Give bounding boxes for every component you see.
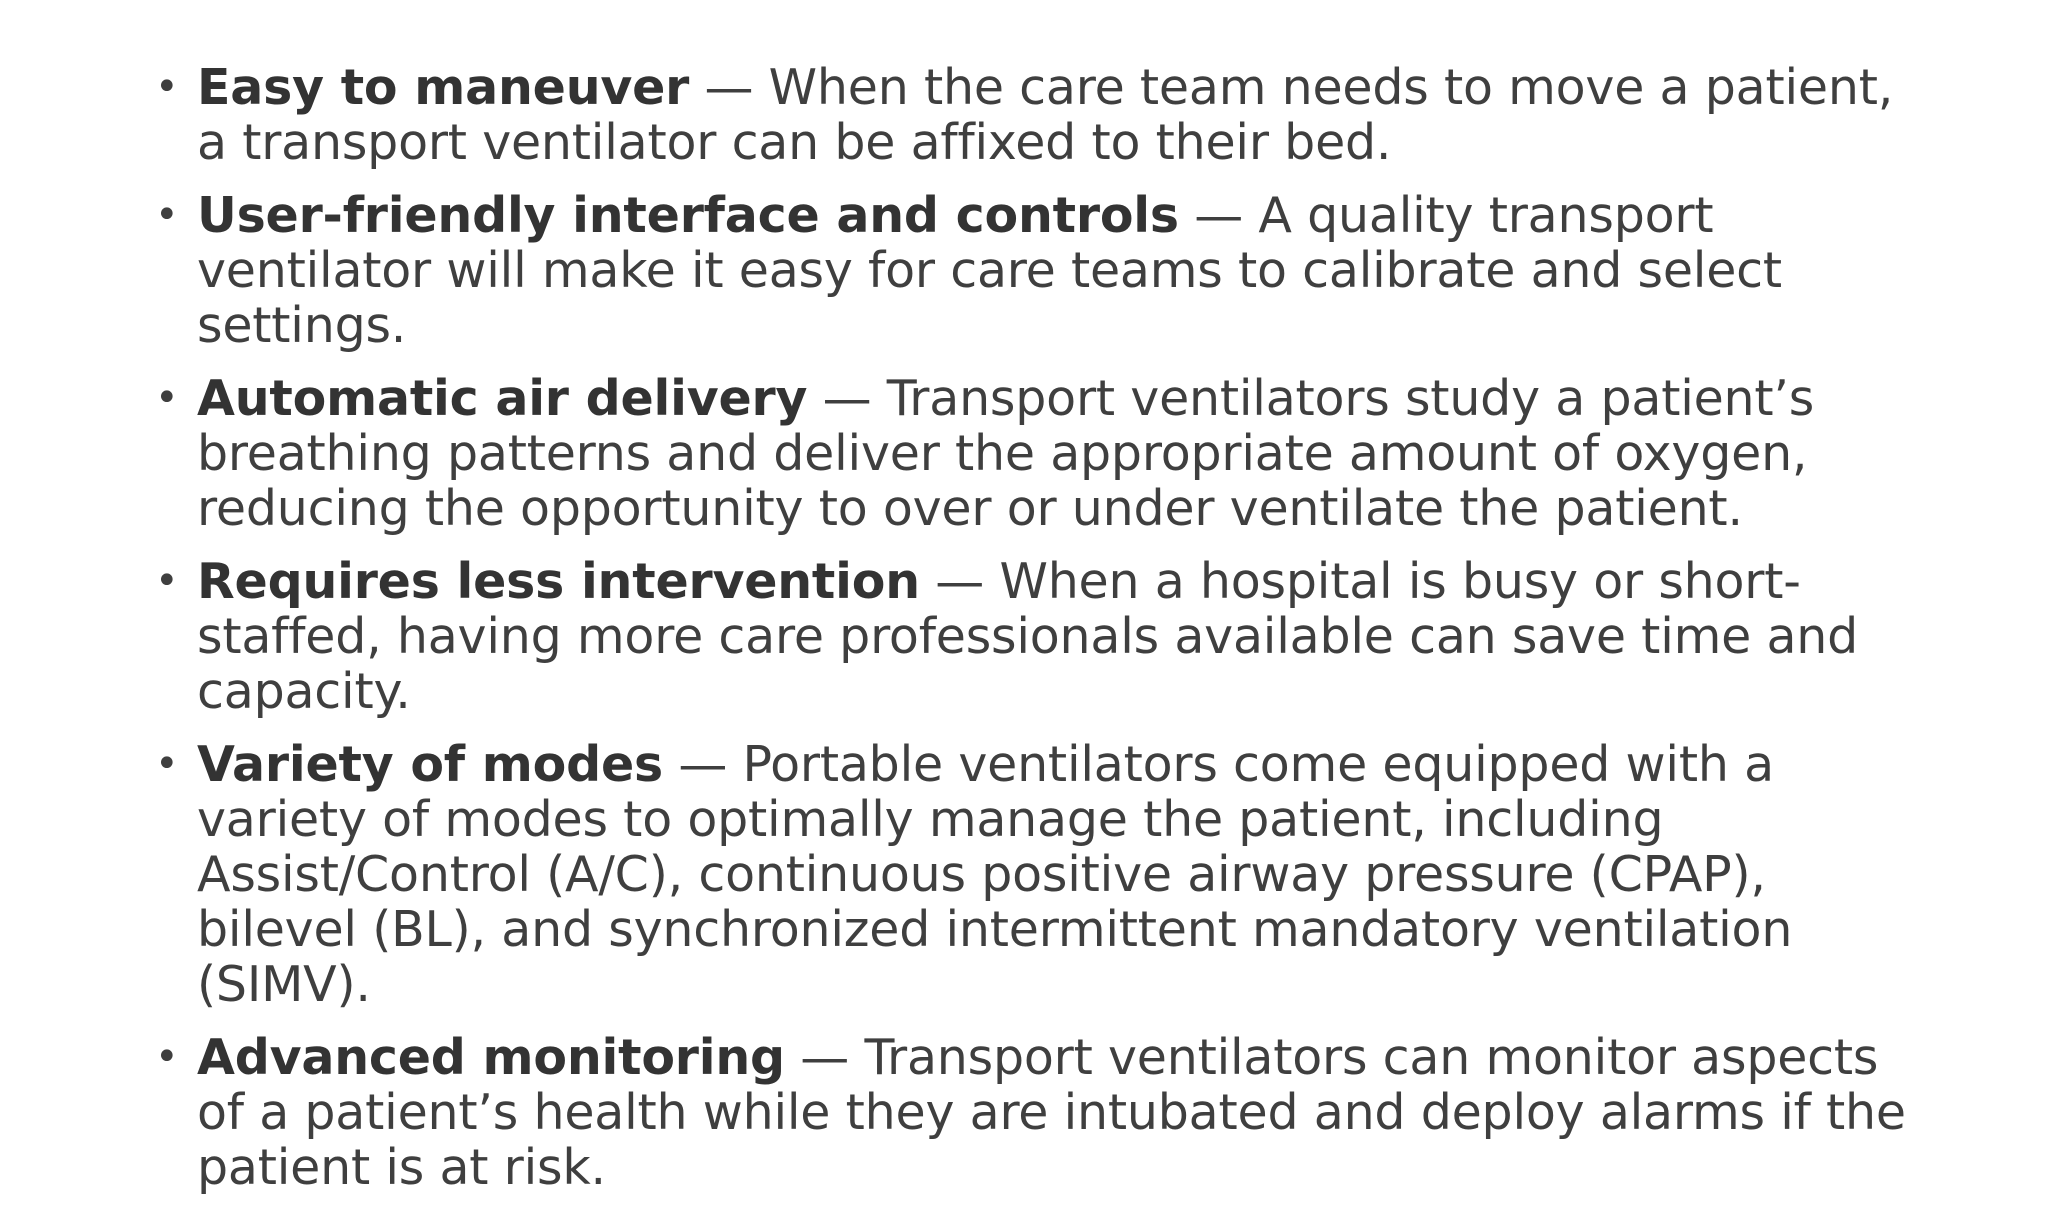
- bullet-term: User-friendly interface and controls: [197, 187, 1179, 244]
- bullet-dot-icon: •: [155, 1034, 179, 1080]
- bullet-dot-icon: •: [155, 558, 179, 604]
- bullet-dot-icon: •: [155, 192, 179, 238]
- bullet-item-easy-to-maneuver: [150, 60, 1910, 170]
- bullet-dot-icon: •: [155, 64, 179, 110]
- bullet-term: Variety of modes: [197, 736, 663, 793]
- bullet-dot-icon: •: [155, 375, 179, 421]
- bullet-term: Requires less intervention: [197, 553, 920, 610]
- bullet-item-advanced-monitoring: [150, 1030, 1910, 1195]
- bullet-dot-icon: •: [155, 741, 179, 787]
- bullet-text: — Transport ventilators study a patient’s breathing patterns and deliver the appropriate amount of oxygen, reducing the opportunity to over or under ventilate the patient.: [197, 370, 1815, 537]
- bullet-text: — When a hospital is busy or short-staffed, having more care professionals available can save time and capacity.: [197, 553, 1859, 720]
- bullet-item-user-friendly-interface: [150, 188, 1910, 353]
- bullet-term: Easy to maneuver: [197, 59, 690, 116]
- bullet-item-requires-less-intervention: [150, 554, 1910, 719]
- bullet-list: [150, 60, 1910, 1213]
- bullet-text: — Portable ventilators come equipped with a variety of modes to optimally manage the patient, including Assist/Control (A/C), continuous positive airway pressure (CPAP), bilevel (BL), and synchronized intermittent mandatory ventilation (SIMV).: [197, 736, 1793, 1013]
- bullet-item-automatic-air-delivery: [150, 371, 1910, 536]
- bullet-text: — Transport ventilators can monitor aspects of a patient’s health while they are intubated and deploy alarms if the patient is at risk.: [197, 1029, 1906, 1196]
- bullet-text: — When the care team needs to move a patient, a transport ventilator can be affixed to their bed.: [197, 59, 1894, 171]
- bullet-term: Automatic air delivery: [197, 370, 808, 427]
- bullet-text: — A quality transport ventilator will make it easy for care teams to calibrate and select settings.: [197, 187, 1782, 354]
- bullet-item-variety-of-modes: [150, 737, 1910, 1012]
- bullet-term: Advanced monitoring: [197, 1029, 785, 1086]
